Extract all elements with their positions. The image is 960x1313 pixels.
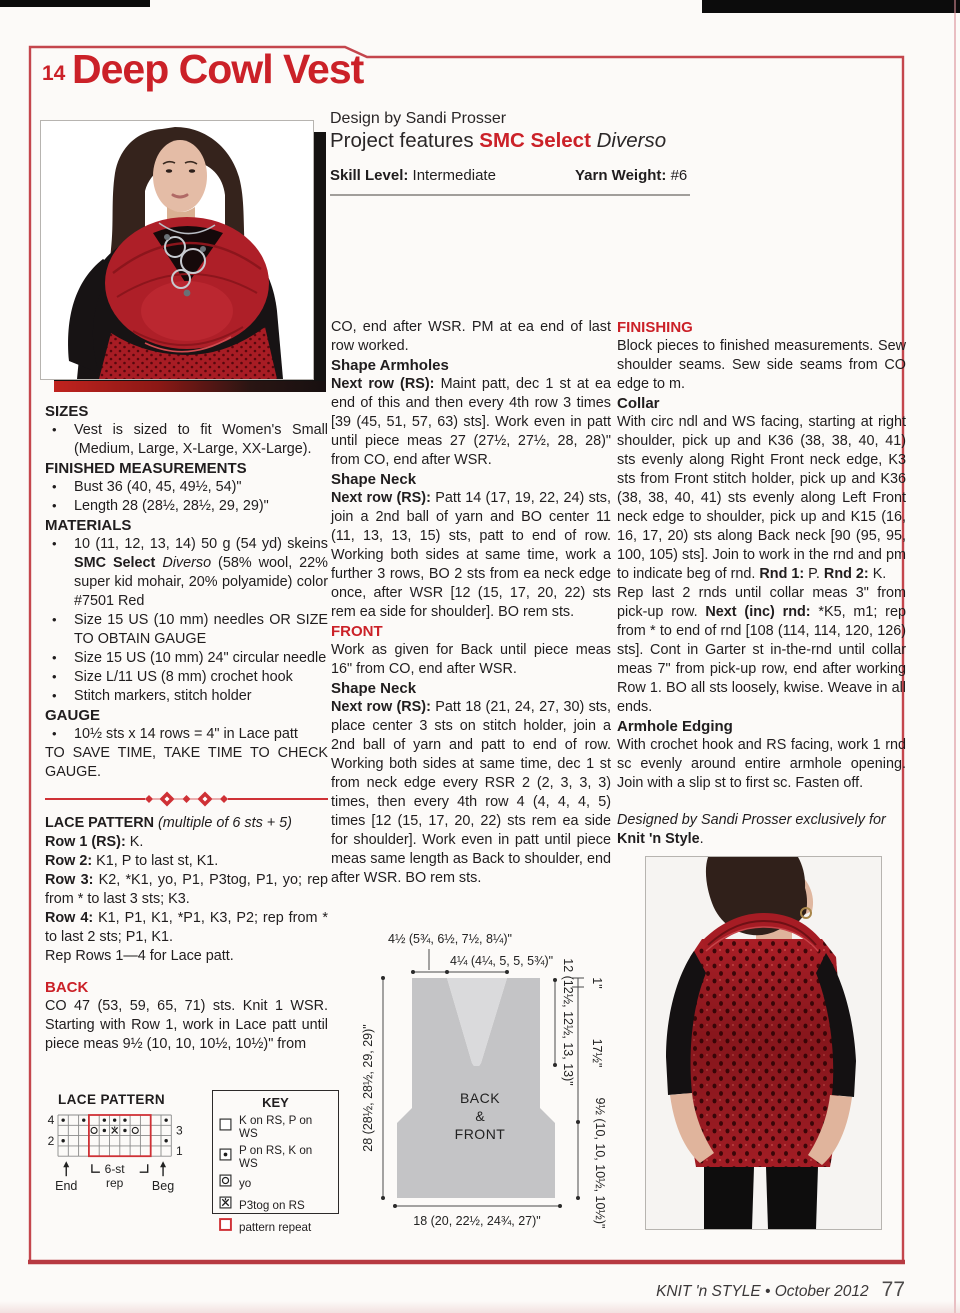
bullet-item: • 10 (11, 12, 13, 14) 50 g (54 yd) skeins SMC Select Diverso (58% wool, 22% super kid mohair, 20% polyamide) color #7501 Red [52, 536, 328, 609]
paragraph: Next row (RS): Patt 14 (17, 19, 22, 24) sts, join a 2nd ball of yarn and BO center 11 (11, 13, 13, 15) sts, patt to end of row. Working both sides at same time, work a further 3 rows, BO 2 sts from ea neck edge once, after WSR [12 (15, 17, 20, 22) sts rem ea side for shoulder]. BO rem sts. [331, 490, 611, 620]
measurement-label: 4¼ (4¼, 5, 5, 5¾)" [450, 954, 554, 968]
skill-level-value: Intermediate [408, 167, 496, 184]
page-footer [656, 1278, 905, 1302]
chart-title: LACE PATTERN [58, 1092, 166, 1107]
bullet-item: • Size 15 US (10 mm) 24" circular needle [52, 650, 327, 666]
measurement-label: 9½ (10, 10, 10½, 10½)" [593, 1097, 607, 1229]
paragraph: Work as given for Back until piece meas 16" from CO, end after WSR. [331, 642, 611, 677]
svg-text:rep: rep [105, 1176, 124, 1191]
yarn-weight-value: #6 [666, 167, 688, 184]
section-heading: FINISHED MEASUREMENTS [45, 460, 247, 477]
svg-text:3: 3 [175, 1123, 183, 1138]
scan-artifact-bar [0, 0, 150, 7]
paragraph: Designed by Sandi Prosser exclusively for Knit 'n Style. [617, 812, 886, 847]
bullet-icon: • [52, 726, 57, 741]
paragraph: CO, end after WSR. PM at ea end of last row worked. [331, 319, 611, 354]
paragraph: With crochet hook and RS facing, work 1 rnd sc evenly around entire armhole opening. Join with a slip st to first sc. Fasten off. [617, 737, 906, 791]
bullet-item: • 10½ sts x 14 rows = 4" in Lace patt [52, 726, 298, 742]
key-entry-label: P on RS, K on WS [239, 1144, 313, 1170]
scan-edge-line [954, 0, 956, 1313]
bullet-item: • Size L/11 US (8 mm) crochet hook [52, 669, 293, 685]
paragraph: Row 2: K1, P to last st, K1. [45, 853, 219, 869]
pattern-number: 14 [42, 62, 66, 85]
bullet-icon: • [52, 479, 57, 494]
section-heading: Shape Neck [331, 680, 417, 697]
paragraph: With circ ndl and WS facing, starting at right shoulder, pick up and K36 (38, 38, 40, 41) sts evenly along Right Front neck edge, K3 sts from Front stitch holder, pick up and K36 (38, 38, 40, 41) sts evenly along Left Front neck edge to shoulder, pick up and K15 (16, 16, 17, 20) sts along Back neck [90 (95, 95, 100, 105) sts]. Join to work in the rnd and pm to indicate beg of rnd. Rnd 1: P. Rnd 2: K. [617, 414, 906, 582]
skill-level-label: Skill Level: [330, 167, 409, 184]
page-title: Deep Cowl Vest [72, 46, 364, 92]
key-title: KEY [262, 1095, 289, 1110]
bullet-icon: • [52, 650, 57, 665]
yarn-weight [575, 167, 687, 184]
pattern-header [330, 110, 905, 202]
key-entry [219, 1174, 332, 1192]
measurement-label: 28 (28½, 28½, 29, 29)" [361, 1024, 375, 1152]
key-entry [219, 1114, 332, 1140]
paragraph: CO 47 (53, 59, 65, 71) sts. Knit 1 WSR. Starting with Row 1, work in Lace patt until piece meas 9½ (10, 10, 10½, 10½)" from [45, 998, 328, 1052]
yarn-weight-label: Yarn Weight: [575, 167, 667, 184]
bullet-icon: • [52, 422, 57, 437]
piece-label: FRONT [454, 1126, 506, 1142]
section-heading: MATERIALS [45, 517, 132, 534]
bullet-icon: • [52, 612, 57, 627]
bullet-item: • Stitch markers, stitch holder [52, 688, 252, 704]
project-features-line [330, 129, 666, 153]
section-heading: SIZES [45, 403, 89, 420]
magazine-issue: KNIT 'n STYLE • October 2012 [656, 1283, 869, 1300]
column-left [45, 402, 328, 1054]
paragraph: TO SAVE TIME, TAKE TIME TO CHECK GAUGE. [45, 745, 328, 780]
yarn-brand: SMC Select [479, 129, 591, 152]
blank-symbol-icon [219, 1118, 232, 1136]
section-heading: Armhole Edging [617, 718, 733, 735]
designer-credit: Design by Sandi Prosser [330, 110, 507, 127]
p3tog-symbol-icon [219, 1196, 232, 1214]
svg-text:6-st: 6-st [104, 1162, 125, 1177]
measurement-label: 18 (20, 22½, 24¾, 27)" [413, 1214, 541, 1228]
paragraph: Row 1 (RS): K. [45, 834, 144, 850]
section-heading: Shape Neck [331, 471, 417, 488]
paragraph: Row 3: K2, *K1, yo, P1, P3tog, P1, yo; rep from * to last 3 sts; K3. [45, 872, 328, 907]
front-photo [40, 120, 314, 380]
bullet-item: • Vest is sized to fit Women's Small (Medium, Large, X-Large, XX-Large). [52, 422, 328, 457]
measurement-label: 1" [590, 977, 604, 989]
paragraph: Block pieces to finished measurements. Sew shoulder seams. Sew side seams from CO edge to m. [617, 338, 906, 392]
scan-edge-tint [0, 1301, 960, 1313]
svg-text:1: 1 [175, 1144, 183, 1159]
bullet-item: • Bust 36 (40, 45, 49½, 54)" [52, 479, 242, 495]
dot-symbol-icon [219, 1148, 232, 1166]
lace-pattern-chart [42, 1110, 194, 1200]
section-heading: Shape Armholes [331, 357, 449, 374]
decorative-divider [45, 791, 328, 807]
bullet-icon: • [52, 498, 57, 513]
header-divider-rule [330, 194, 690, 196]
column-right [617, 318, 906, 849]
back-photo [645, 856, 882, 1230]
key-entry [219, 1218, 332, 1236]
svg-text:Beg: Beg [151, 1179, 175, 1194]
column-middle [331, 318, 611, 888]
schematic-diagram [350, 925, 652, 1239]
chart-key [212, 1090, 339, 1234]
bullet-icon: • [52, 669, 57, 684]
paragraph: Next row (RS): Maint patt, dec 1 st at ea end of this and then every 4th row 3 times [39 (45, 51, 57, 63) sts]. Work even in patt until piece meas 27 (27½, 27½, 28, 28)" from CO, end after WSR. [331, 376, 611, 468]
piece-label: BACK [459, 1090, 501, 1106]
key-entry [219, 1144, 332, 1170]
measurement-label: 4½ (5¾, 6½, 7½, 8¼)" [388, 932, 512, 946]
paragraph: Rep last 2 rnds until collar meas 3" from pick-up row. Next (inc) rnd: *K5, m1; rep from * to end of rnd [108 (114, 114, 120, 126) sts]. Cont in Garter st in-the-rnd until collar meas 7" from pick-up row, end after working Row 1. BO all sts loosely, kwise. Weave in all ends. [617, 585, 906, 715]
yarn-name: Diverso [590, 129, 667, 152]
svg-text:2: 2 [47, 1133, 55, 1148]
front-photo-illustration [41, 121, 313, 379]
bullet-icon: • [52, 536, 57, 551]
section-heading: Collar [617, 395, 660, 412]
key-entry-label: yo [239, 1176, 252, 1190]
bullet-item: • Length 28 (28½, 28½, 29, 29)" [52, 498, 269, 514]
paragraph: Row 4: K1, P1, K1, *P1, K3, P2; rep from * to last 2 sts; P1, K1. [45, 910, 328, 945]
skill-level [330, 167, 496, 184]
section-heading: GAUGE [45, 707, 101, 724]
key-entry [219, 1196, 332, 1214]
project-features-prefix: Project features [330, 129, 480, 152]
photo-gradient-strip [54, 381, 326, 392]
paragraph: Rep Rows 1—4 for Lace patt. [45, 948, 234, 964]
yo-symbol-icon [219, 1174, 232, 1192]
svg-text:4: 4 [47, 1113, 55, 1128]
key-entries [219, 1114, 332, 1236]
section-heading: FRONT [331, 623, 383, 640]
measurement-label: 12 (12½, 12½, 13, 13)" [561, 958, 575, 1086]
scan-artifact-bar [702, 0, 960, 13]
svg-text:End: End [55, 1179, 78, 1194]
key-entry-label: K on RS, P on WS [239, 1114, 313, 1140]
paragraph: Next row (RS): Patt 18 (21, 24, 27, 30) sts, place center 3 sts on stitch holder, join a 2nd ball of yarn and patt to end of row. Working both sides at same time, dec 1 st from neck edge every RSR 2 (2, 3, 3, 3) times, then every 4th row 4 (4, 4, 4, 5) times [12 (15, 17, 20, 22) sts rem ea side for shoulder]. Work even in patt until piece meas same length as Back to shoulder, end after WSR. BO rem sts. [331, 699, 611, 886]
back-photo-illustration [646, 857, 881, 1229]
repeat-symbol-icon [219, 1218, 232, 1236]
key-entry-label: pattern repeat [239, 1220, 312, 1234]
bullet-icon: • [52, 688, 57, 703]
measurement-label: 17½" [590, 1038, 604, 1068]
bullet-item: • Size 15 US (10 mm) needles OR SIZE TO OBTAIN GAUGE [52, 612, 328, 647]
section-heading: BACK [45, 979, 89, 996]
key-entry-label: P3tog on RS [239, 1198, 305, 1212]
piece-label: & [475, 1108, 485, 1124]
paragraph: LACE PATTERN (multiple of 6 sts + 5) [45, 815, 292, 831]
section-heading: FINISHING [617, 319, 693, 336]
page-number: 77 [881, 1278, 905, 1301]
